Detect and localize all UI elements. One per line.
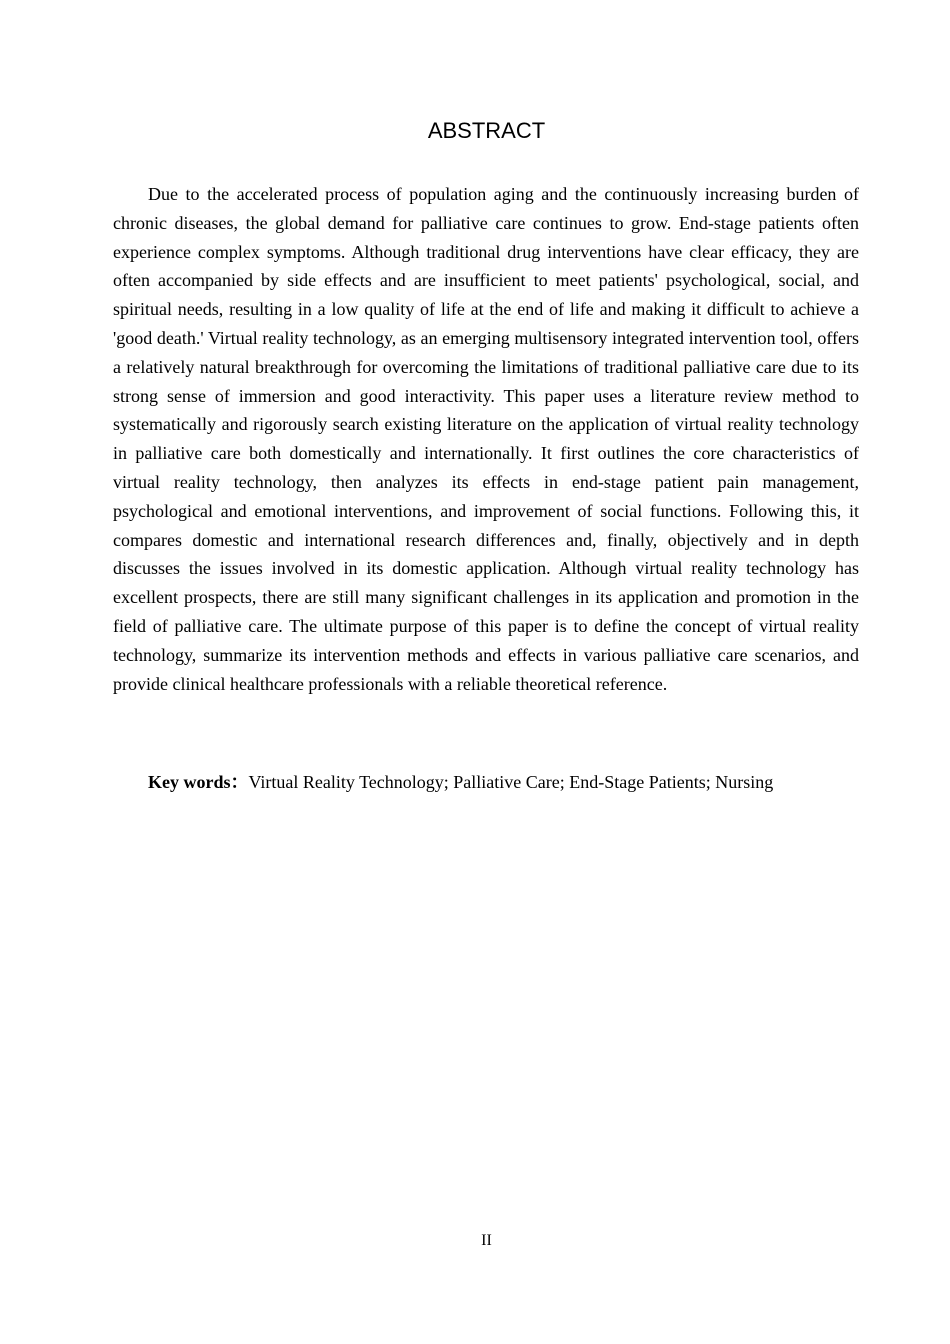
keywords-label: Key words： xyxy=(148,772,249,792)
keywords-text: Virtual Reality Technology; Palliative Care; End-Stage Patients; Nursing xyxy=(248,772,774,792)
keywords-line xyxy=(148,768,859,796)
page-number: II xyxy=(481,1232,492,1249)
abstract-title: ABSTRACT xyxy=(427,118,546,143)
abstract-paragraph: Due to the accelerated process of population aging and the continuously increasing burden of chronic diseases, the global demand for palliative care continues to grow. End-stage patients often experience complex symptoms. Although traditional drug interventions have clear efficacy, they are often accompanied by side effects and are insufficient to meet patients' psychological, social, and spiritual needs, resulting in a low quality of life at the end of life and making it difficult to achieve a 'good death.' Virtual reality technology, as an emerging multisensory integrated intervention tool, offers a relatively natural breakthrough for overcoming the limitations of traditional palliative care due to its strong sense of immersion and good interactivity. This paper uses a literature review method to systematically and rigorously search existing literature on the application of virtual reality technology in palliative care both domestically and internationally. It first outlines the core characteristics of virtual reality technology, then analyzes its effects in end-stage patient pain management, psychological and emotional interventions, and improvement of social functions. Following this, it compares domestic and international research differences and, finally, objectively and in depth discusses the issues involved in its domestic application. Although virtual reality technology has excellent prospects, there are still many significant challenges in its application and promotion in the field of palliative care. The ultimate purpose of this paper is to define the concept of virtual reality technology, summarize its intervention methods and effects in various palliative care scenarios, and provide clinical healthcare professionals with a reliable theoretical reference. xyxy=(113,184,859,694)
